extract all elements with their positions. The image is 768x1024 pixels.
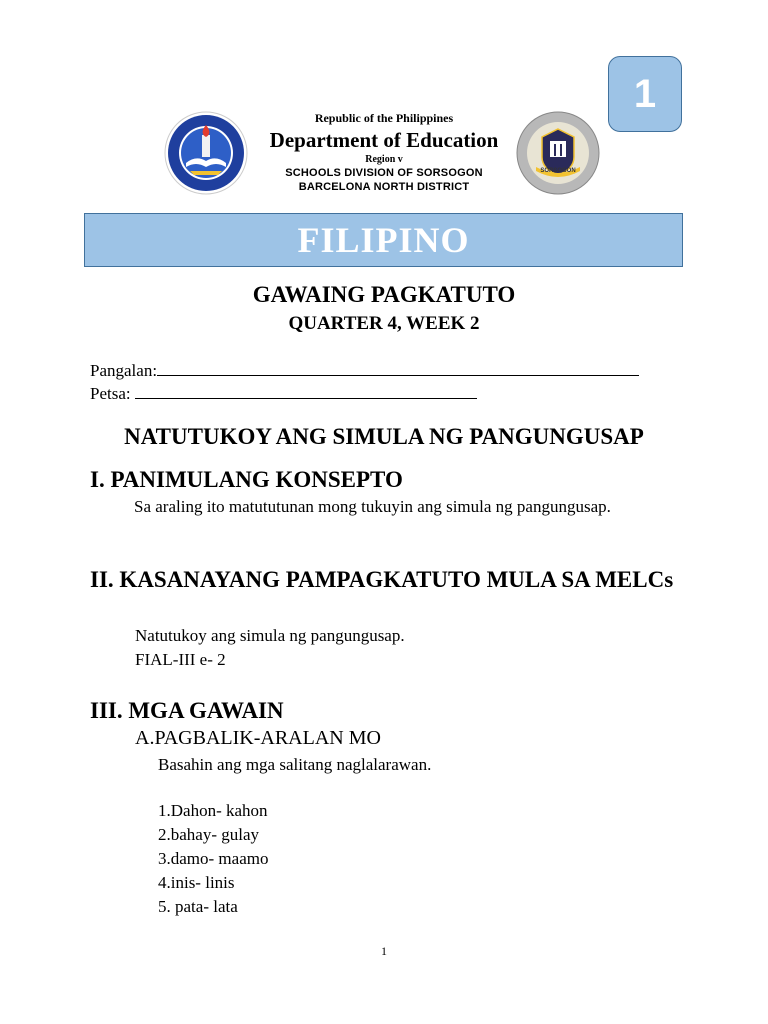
page-number-badge: 1 (608, 56, 682, 132)
name-blank-line[interactable] (157, 360, 639, 376)
date-blank-line[interactable] (135, 383, 477, 399)
list-item: 1.Dahon- kahon (158, 801, 268, 820)
activity-a-heading: A.PAGBALIK-ARALAN MO (135, 727, 381, 749)
page-number: 1 (381, 944, 387, 958)
date-label: Petsa: (90, 384, 131, 403)
name-field (90, 360, 639, 381)
subject-banner: FILIPINO (84, 213, 683, 267)
section-activities-heading: III. MGA GAWAIN (90, 698, 284, 723)
list-item: 5. pata- lata (158, 897, 238, 916)
list-item: 2.bahay- gulay (158, 825, 260, 844)
date-field (90, 383, 477, 404)
district-label: BARCELONA NORTH DISTRICT (298, 181, 470, 193)
department-label: Department of Education (269, 128, 499, 152)
worksheet-subtitle: QUARTER 4, WEEK 2 (288, 313, 480, 334)
melc-code: FIAL-III e- 2 (135, 650, 226, 669)
list-item: 3.damo- maamo (158, 849, 269, 868)
division-label: SCHOOLS DIVISION OF SORSOGON (285, 167, 483, 179)
sorsogon-seal-icon (516, 111, 600, 195)
activity-instruction: Basahin ang mga salitang naglalarawan. (158, 755, 432, 774)
list-item: 4.inis- linis (158, 873, 235, 892)
melc-competency: Natutukoy ang simula ng pangungusap. (135, 626, 405, 645)
section-concept-heading: I. PANIMULANG KONSEPTO (90, 467, 403, 492)
section-melc-heading: II. KASANAYANG PAMPAGKATUTO MULA SA MELCs (90, 567, 674, 592)
region-label: Region v (365, 154, 403, 165)
lesson-title: NATUTUKOY ANG SIMULA NG PANGUNGUSAP (124, 424, 644, 449)
header-block (250, 110, 518, 193)
svg-text:SORSOGON: SORSOGON (540, 168, 576, 174)
name-label: Pangalan: (90, 361, 158, 380)
section-concept-text: Sa araling ito matututunan mong tukuyin ang simula ng pangungusap. (134, 497, 611, 516)
republic-label: Republic of the Philippines (314, 111, 454, 125)
worksheet-title: GAWAING PAGKATUTO (252, 282, 516, 307)
deped-seal-icon (164, 111, 248, 195)
